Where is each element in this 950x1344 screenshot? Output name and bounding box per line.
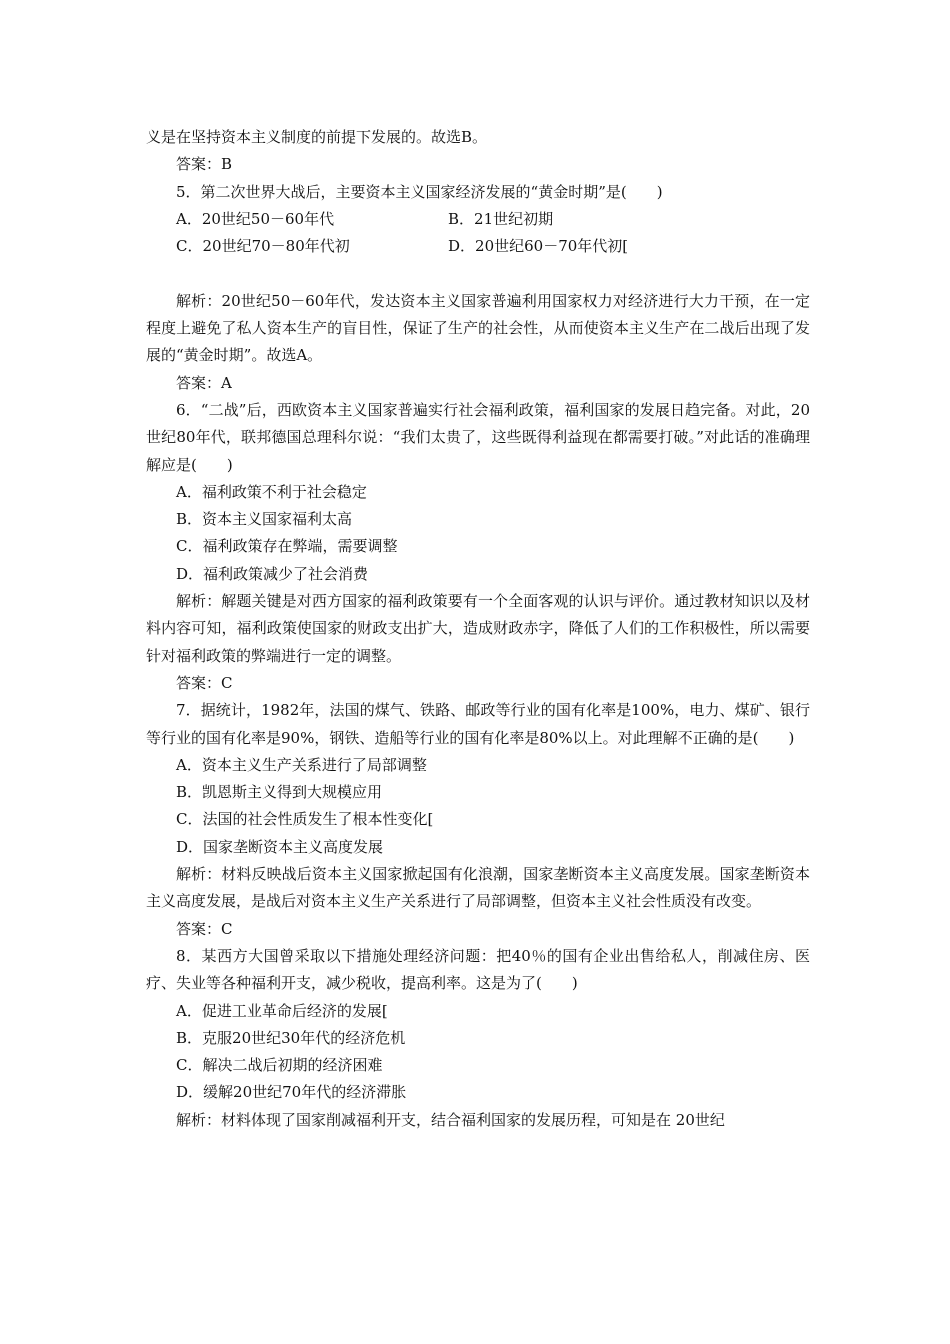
option-b: B．21世纪初期 [448, 209, 554, 228]
question-6-answer: 答案：C [176, 673, 233, 692]
option-c: C．法国的社会性质发生了根本性变化[ [176, 810, 434, 829]
option-b: B．克服20世纪30年代的经济危机 [176, 1028, 406, 1047]
option-c: C．福利政策存在弊端，需要调整 [176, 537, 398, 556]
question-7-answer: 答案：C [176, 919, 233, 938]
question-8-explanation: 解析：材料体现了国家削减福利开支，结合福利国家的发展历程，可知是在 20世纪 [176, 1110, 725, 1129]
option-d: D．福利政策减少了社会消费 [176, 564, 369, 583]
question-5-explanation [146, 288, 810, 370]
question-7: 7．据统计，1982年，法国的煤气、铁路、邮政等行业的国有化率是100%，电力、煤矿、银行等行业的国有化率是90%，钢铁、造船等行业的国有化率是80%以上。对此理解不正确的是( ) [146, 701, 810, 747]
option-d: D．国家垄断资本主义高度发展 [176, 837, 384, 856]
question-5-options-row-1 [146, 206, 810, 233]
option-a: A．资本主义生产关系进行了局部调整 [176, 755, 427, 774]
question-6: 6．“二战”后，西欧资本主义国家普遍实行社会福利政策，福利国家的发展日趋完备。对此，20世纪80年代，联邦德国总理科尔说：“我们太贵了，这些既得利益现在都需要打破。”对此话的准确理解应是( ) [146, 400, 810, 474]
answer-line: 答案：B [176, 155, 233, 174]
option-c: C．解决二战后初期的经济困难 [176, 1056, 383, 1075]
option-b: B．凯恩斯主义得到大规模应用 [176, 783, 383, 802]
text-line: 义是在坚持资本主义制度的前提下发展的。故选B。 [146, 128, 488, 146]
question-7-explanation: 解析：材料反映战后资本主义国家掀起国有化浪潮，国家垄断资本主义高度发展。国家垄断资本主义高度发展，是战后对资本主义生产关系进行了局部调整，但资本主义社会性质没有改变。 [146, 865, 810, 911]
question-8: 8．某西方大国曾采取以下措施处理经济问题：把40％的国有企业出售给私人，削减住房、医疗、失业等各种福利开支，减少税收，提高利率。这是为了( ) [146, 946, 810, 993]
option-d: D．20世纪60－70年代初[ [448, 237, 629, 256]
option-a: A．促进工业革命后经济的发展[ [176, 1001, 388, 1020]
blank-line [146, 260, 810, 287]
document-body [146, 124, 810, 1134]
option-d: D．缓解20世纪70年代的经济滞胀 [176, 1083, 407, 1102]
option-a: A．20世纪50－60年代 [176, 209, 335, 228]
option-c: C．20世纪70－80年代初 [176, 237, 350, 256]
question-5-answer: 答案：A [176, 373, 232, 392]
question-5: 5．第二次世界大战后，主要资本主义国家经济发展的“黄金时期”是( ) [176, 182, 663, 201]
question-6-explanation: 解析：解题关键是对西方国家的福利政策要有一个全面客观的认识与评价。通过教材知识以及材料内容可知，福利政策使国家的财政支出扩大，造成财政赤字，降低了人们的工作积极性，所以需要针对福利政策的弊端进行一定的调整。 [146, 592, 810, 665]
question-5-options-row-2 [146, 233, 810, 260]
option-a: A．福利政策不利于社会稳定 [176, 482, 367, 501]
explanation-text: 解析：20世纪50－60年代，发达资本主义国家普遍利用国家权力对经济进行大力干预，在一定程度上避免了私人资本生产的盲目性，保证了生产的社会性，从而使资本主义生产在二战后出现了发展的“黄金时期”。故选A。 [146, 291, 810, 365]
option-b: B．资本主义国家福利太高 [176, 510, 353, 529]
